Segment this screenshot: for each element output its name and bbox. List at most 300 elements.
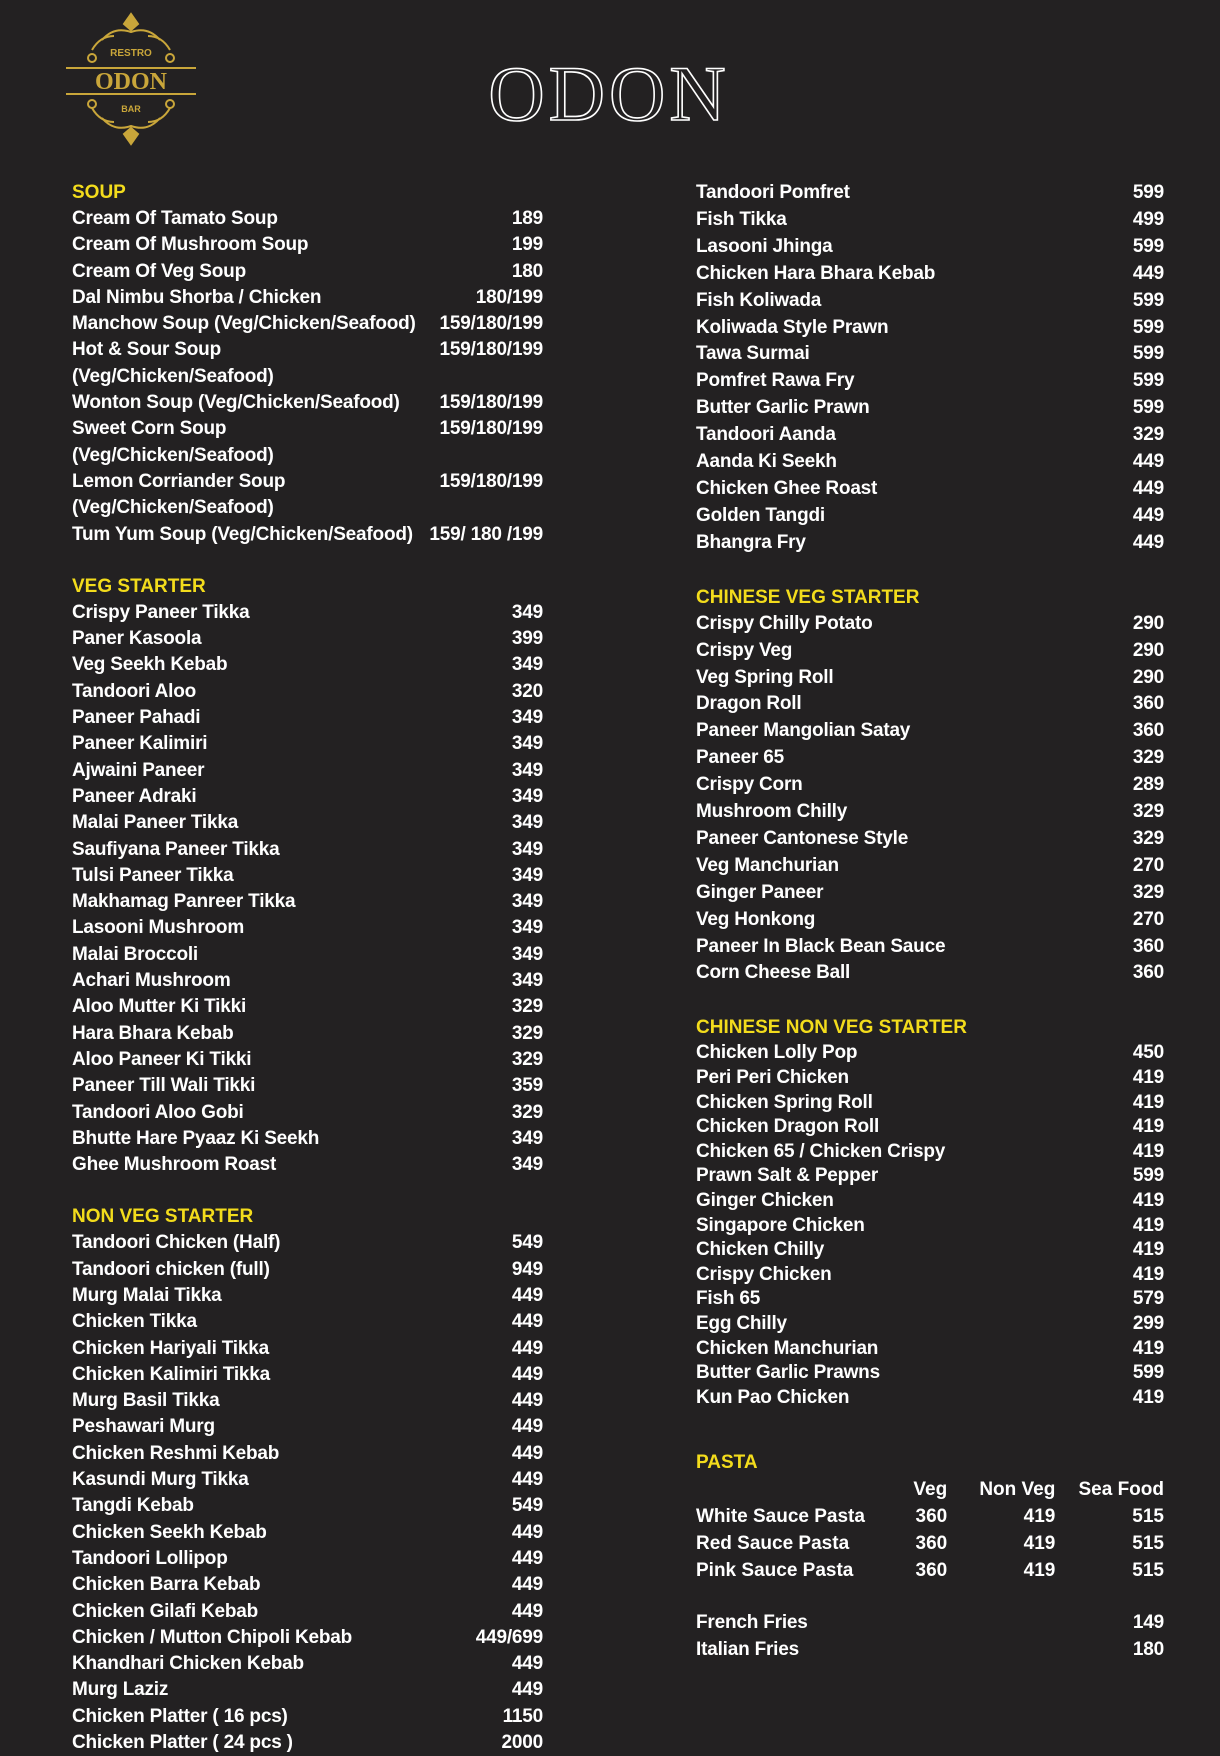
menu-item-name: Paneer Pahadi (72, 707, 201, 729)
menu-item-price: 329 (511, 1048, 543, 1070)
menu-item-name: Paneer 65 (696, 747, 784, 769)
menu-item (696, 1287, 1164, 1312)
menu-item-name: Tandoori Aloo (72, 680, 197, 702)
non-veg-starter-section (72, 1204, 543, 1756)
menu-item (696, 1214, 1164, 1239)
menu-item-price: 419 (1132, 1066, 1164, 1088)
chinese-veg-starter-section (696, 585, 1164, 988)
menu-item (696, 1164, 1164, 1189)
badge-name: ODON (95, 69, 167, 95)
menu-item-name: Tandoori Pomfret (696, 182, 850, 203)
menu-item-price: 449/699 (475, 1626, 543, 1648)
menu-item-price: 180 (511, 260, 543, 282)
menu-item-name: Chicken Spring Roll (696, 1091, 873, 1113)
menu-item-name: Sweet Corn Soup (Veg/Chicken/Seafood) (72, 418, 274, 466)
menu-item-price: 599 (1132, 343, 1164, 365)
menu-item-name: Hara Bhara Kebab (72, 1022, 234, 1044)
menu-item (72, 1152, 543, 1178)
menu-item (72, 1362, 543, 1388)
pasta-price-non-veg: 419 (1023, 1560, 1056, 1582)
menu-item-name: Khandhari Chicken Kebab (72, 1653, 304, 1675)
menu-item-name: Dragon Roll (696, 693, 802, 715)
menu-item-name: Lasooni Mushroom (72, 917, 245, 939)
menu-item-price: 349 (511, 864, 543, 886)
menu-item-name: Murg Laziz (72, 1679, 169, 1701)
menu-item (72, 758, 543, 784)
menu-item-name: Veg Manchurian (696, 854, 839, 876)
veg-starter-section (72, 574, 543, 1179)
menu-item (696, 718, 1164, 745)
menu-item-name: Italian Fries (696, 1639, 799, 1661)
menu-item-price: 159/180/199 (439, 339, 543, 361)
menu-item (72, 731, 543, 757)
chinese-non-veg-starter-list (696, 1041, 1164, 1410)
menu-item-price: 449 (511, 1574, 543, 1596)
menu-item-name: Crispy Corn (696, 774, 803, 796)
menu-item-name: Crispy Veg (696, 639, 793, 661)
menu-item (696, 395, 1164, 422)
menu-item (696, 1263, 1164, 1288)
pasta-price-non-veg: 419 (1023, 1506, 1056, 1528)
menu-item-name: Kasundi Murg Tikka (72, 1469, 249, 1491)
menu-item-price: 290 (1132, 612, 1164, 634)
section-title-veg-starter: VEG STARTER (72, 575, 206, 597)
menu-item-price: 599 (1132, 1165, 1164, 1187)
menu-item-price: 159/180/199 (439, 313, 543, 335)
pasta-price-veg: 360 (915, 1506, 948, 1528)
menu-item (696, 1238, 1164, 1263)
menu-item (696, 530, 1164, 557)
menu-item-name: Tum Yum Soup (Veg/Chicken/Seafood) (72, 523, 413, 545)
menu-item (72, 1126, 543, 1152)
menu-item-price: 449 (1132, 451, 1164, 473)
menu-item-name: Tandoori Aloo Gobi (72, 1101, 244, 1123)
menu-item (696, 341, 1164, 368)
menu-item (696, 180, 1164, 207)
pasta-header-row (696, 1476, 1164, 1503)
menu-item (696, 1115, 1164, 1140)
menu-item-name: Chicken Dragon Roll (696, 1116, 880, 1138)
menu-item-name: Crispy Chicken (696, 1263, 832, 1285)
menu-item-name: Tandoori Lollipop (72, 1547, 228, 1569)
menu-item-price: 329 (1132, 747, 1164, 769)
non-veg-starter-continued-section (696, 180, 1164, 557)
soup-list (72, 206, 543, 548)
menu-item-name: Chicken Gilafi Kebab (72, 1600, 259, 1622)
menu-item (72, 1572, 543, 1598)
menu-item-name: Cream Of Mushroom Soup (72, 234, 309, 256)
menu-item-name: Peri Peri Chicken (696, 1066, 849, 1088)
menu-item-name: Fish 65 (696, 1288, 761, 1310)
menu-item-name: Peshawari Murg (72, 1416, 215, 1438)
menu-item (72, 416, 543, 469)
fries-list (696, 1610, 1164, 1664)
menu-item-price: 320 (511, 680, 543, 702)
menu-item (696, 880, 1164, 907)
menu-right-column (696, 180, 1164, 1664)
non-veg-starter-continued-list (696, 180, 1164, 557)
menu-item-price: 359 (511, 1075, 543, 1097)
section-title-chinese-veg-starter: CHINESE VEG STARTER (696, 586, 920, 608)
menu-item-name: Veg Spring Roll (696, 666, 834, 688)
menu-item-price: 329 (1132, 801, 1164, 823)
pasta-col-sea-food: Sea Food (1078, 1479, 1164, 1501)
menu-item-price: 419 (1132, 1239, 1164, 1261)
menu-item-name: Chicken Hariyali Tikka (72, 1337, 269, 1359)
menu-item (696, 960, 1164, 987)
menu-item-price: 419 (1132, 1116, 1164, 1138)
menu-item (696, 934, 1164, 961)
menu-item-name: Saufiyana Paneer Tikka (72, 838, 280, 860)
menu-item (696, 315, 1164, 342)
menu-item (696, 1091, 1164, 1116)
menu-item (696, 1361, 1164, 1386)
menu-item-name: Chicken Ghee Roast (696, 477, 878, 499)
menu-item (72, 1546, 543, 1572)
menu-item-name: Ghee Mushroom Roast (72, 1154, 277, 1176)
menu-item-name: Tandoori Aanda (696, 424, 836, 446)
menu-item-name: Chicken Reshmi Kebab (72, 1442, 280, 1464)
menu-item (72, 1388, 543, 1414)
menu-item-price: 449 (511, 1653, 543, 1675)
menu-item-price: 159/180/199 (439, 470, 543, 492)
menu-item-price: 329 (1132, 881, 1164, 903)
menu-item-price: 329 (1132, 424, 1164, 446)
pasta-row (696, 1503, 1164, 1530)
chinese-veg-starter-list (696, 611, 1164, 988)
menu-item-price: 449 (1132, 477, 1164, 499)
menu-item-name: Malai Broccoli (72, 943, 199, 965)
menu-item (72, 863, 543, 889)
menu-item-price: 449 (511, 1679, 543, 1701)
menu-item-name: Chicken Hara Bhara Kebab (696, 262, 936, 284)
menu-left-column (72, 180, 543, 1756)
menu-item-price: 419 (1132, 1140, 1164, 1162)
menu-item-price: 449 (511, 1442, 543, 1464)
menu-item (72, 1677, 543, 1703)
menu-item-name: Cream Of Veg Soup (72, 260, 246, 282)
menu-item-name: Aloo Paneer Ki Tikki (72, 1048, 252, 1070)
menu-item-price: 290 (1132, 639, 1164, 661)
menu-item-name: Fish Koliwada (696, 289, 822, 311)
menu-item-price: 449 (511, 1390, 543, 1412)
menu-item-price: 449 (511, 1311, 543, 1333)
menu-item (72, 522, 543, 548)
section-title-soup: SOUP (72, 182, 126, 203)
menu-item-name: Golden Tangdi (696, 504, 825, 526)
menu-item-name: Crispy Chilly Potato (696, 612, 873, 634)
menu-item (72, 1336, 543, 1362)
odon-wordmark-logo (478, 58, 740, 126)
menu-item-price: 599 (1132, 182, 1164, 203)
menu-item-price: 329 (1132, 827, 1164, 849)
menu-item-name: Dal Nimbu Shorba / Chicken (72, 286, 322, 308)
menu-item-price: 549 (511, 1232, 543, 1254)
menu-item (72, 232, 543, 258)
menu-item (696, 234, 1164, 261)
menu-item (696, 368, 1164, 395)
menu-item-name: Chicken Lolly Pop (696, 1042, 858, 1064)
menu-item (696, 611, 1164, 638)
menu-item-price: 349 (511, 785, 543, 807)
menu-item (72, 469, 543, 522)
menu-item-name: Tulsi Paneer Tikka (72, 864, 234, 886)
menu-item (72, 1520, 543, 1546)
menu-item-price: 349 (511, 733, 543, 755)
menu-item-price: 1150 (502, 1705, 543, 1727)
menu-item (72, 679, 543, 705)
menu-item-name: Singapore Chicken (696, 1214, 865, 1236)
menu-item-name: Malai Paneer Tikka (72, 812, 239, 834)
pasta-row (696, 1557, 1164, 1584)
menu-item-name: Manchow Soup (Veg/Chicken/Seafood) (72, 313, 416, 335)
section-title-pasta: PASTA (696, 1452, 758, 1474)
restaurant-badge-logo (62, 10, 200, 148)
menu-item-price: 159/180/199 (439, 418, 543, 440)
menu-item-name: Lasooni Jhinga (696, 235, 833, 257)
pasta-col-non-veg: Non Veg (979, 1479, 1056, 1501)
badge-top-text: RESTRO (110, 48, 152, 59)
menu-item-price: 599 (1132, 289, 1164, 311)
menu-item-price: 599 (1132, 235, 1164, 257)
menu-item-name: Chicken Kalimiri Tikka (72, 1363, 271, 1385)
menu-item-price: 399 (511, 628, 543, 650)
menu-item-price: 599 (1132, 1362, 1164, 1384)
menu-item (696, 799, 1164, 826)
menu-item (72, 1047, 543, 1073)
menu-item-name: Veg Seekh Kebab (72, 654, 228, 676)
menu-item (696, 503, 1164, 530)
menu-item-price: 579 (1132, 1288, 1164, 1310)
menu-item-name: Ginger Paneer (696, 881, 824, 903)
menu-item-price: 449 (511, 1416, 543, 1438)
menu-item-price: 419 (1132, 1214, 1164, 1236)
menu-item-price: 159/ 180 /199 (429, 523, 543, 545)
menu-item-name: Tangdi Kebab (72, 1495, 194, 1517)
menu-item-price: 449 (511, 1337, 543, 1359)
menu-item (72, 942, 543, 968)
menu-item (72, 968, 543, 994)
menu-item-name: Makhamag Panreer Tikka (72, 891, 296, 913)
section-title-chinese-non-veg-starter: CHINESE NON VEG STARTER (696, 1017, 967, 1039)
soup-section (72, 180, 543, 548)
menu-item (696, 1189, 1164, 1214)
menu-item-price: 449 (511, 1600, 543, 1622)
menu-item-name: Pomfret Rawa Fry (696, 370, 855, 392)
menu-item (696, 1386, 1164, 1411)
menu-item-price: 189 (511, 208, 543, 229)
menu-item-name: Tandoori Chicken (Half) (72, 1232, 281, 1254)
menu-item (72, 1414, 543, 1440)
menu-item-price: 349 (511, 1127, 543, 1149)
menu-item-price: 549 (511, 1495, 543, 1517)
menu-item-name: Paneer Cantonese Style (696, 827, 909, 849)
menu-item-price: 599 (1132, 397, 1164, 419)
veg-starter-list (72, 600, 543, 1179)
menu-item (72, 626, 543, 652)
menu-item-price: 419 (1132, 1189, 1164, 1211)
menu-item-name: Cream Of Tamato Soup (72, 208, 278, 229)
menu-item (72, 1230, 543, 1256)
menu-item-price: 360 (1132, 935, 1164, 957)
menu-item-price: 329 (511, 1022, 543, 1044)
menu-item-price: 270 (1132, 854, 1164, 876)
menu-item-price: 180/199 (475, 286, 543, 308)
menu-item-name: Paneer Till Wali Tikki (72, 1075, 256, 1097)
menu-item (696, 288, 1164, 315)
menu-item (72, 837, 543, 863)
menu-item (696, 638, 1164, 665)
menu-item-price: 949 (511, 1258, 543, 1280)
menu-item-price: 599 (1132, 316, 1164, 338)
menu-item-name: Wonton Soup (Veg/Chicken/Seafood) (72, 392, 400, 414)
menu-item (72, 390, 543, 416)
menu-item (696, 1312, 1164, 1337)
menu-item (72, 652, 543, 678)
menu-item-name: Murg Basil Tikka (72, 1390, 220, 1412)
menu-item (696, 1066, 1164, 1091)
pasta-table (696, 1476, 1164, 1584)
pasta-section (696, 1450, 1164, 1584)
menu-item-name: Ginger Chicken (696, 1189, 834, 1211)
menu-item-name: Bhutte Hare Pyaaz Ki Seekh (72, 1127, 320, 1149)
pasta-price-veg: 360 (915, 1560, 948, 1582)
menu-item-price: 450 (1132, 1042, 1164, 1064)
menu-item (696, 449, 1164, 476)
menu-item (72, 1704, 543, 1730)
menu-item-price: 419 (1132, 1386, 1164, 1408)
menu-item-name: Egg Chilly (696, 1312, 787, 1334)
menu-item-price: 419 (1132, 1091, 1164, 1113)
menu-item (72, 1441, 543, 1467)
pasta-col-veg: Veg (913, 1479, 948, 1501)
menu-item (72, 600, 543, 626)
menu-item-name: Bhangra Fry (696, 531, 806, 553)
menu-item-name: French Fries (696, 1612, 808, 1634)
section-title-non-veg-starter: NON VEG STARTER (72, 1206, 254, 1228)
menu-item (72, 1073, 543, 1099)
menu-item-name: Crispy Paneer Tikka (72, 601, 250, 623)
menu-item (72, 994, 543, 1020)
menu-item-price: 360 (1132, 962, 1164, 984)
menu-item-price: 149 (1132, 1612, 1164, 1634)
menu-item-name: Chicken / Mutton Chipoli Kebab (72, 1626, 353, 1648)
menu-item-name: Mushroom Chilly (696, 801, 848, 823)
menu-item (696, 261, 1164, 288)
menu-item-price: 349 (511, 917, 543, 939)
menu-item (72, 259, 543, 285)
menu-item (696, 1140, 1164, 1165)
pasta-name: Red Sauce Pasta (696, 1533, 850, 1555)
menu-item-name: Tandoori chicken (full) (72, 1258, 270, 1280)
menu-item-name: Butter Garlic Prawns (696, 1362, 880, 1384)
menu-item-name: Hot & Sour Soup (Veg/Chicken/Seafood) (72, 339, 274, 387)
menu-item-name: Chicken Platter ( 24 pcs ) (72, 1732, 293, 1754)
menu-item-name: Murg Malai Tikka (72, 1284, 222, 1306)
menu-item (72, 1599, 543, 1625)
menu-item-price: 289 (1132, 774, 1164, 796)
menu-item-name: Chicken Barra Kebab (72, 1574, 261, 1596)
menu-item-price: 329 (511, 996, 543, 1018)
menu-item (696, 422, 1164, 449)
menu-item (72, 810, 543, 836)
menu-item-name: Achari Mushroom (72, 970, 231, 992)
menu-item-name: Chicken Manchurian (696, 1337, 879, 1359)
menu-item (72, 1493, 543, 1519)
menu-item-price: 449 (1132, 531, 1164, 553)
menu-item (72, 1309, 543, 1335)
menu-item-price: 349 (511, 943, 543, 965)
pasta-price-sea-food: 515 (1132, 1533, 1164, 1555)
menu-item (696, 665, 1164, 692)
wordmark-text: ODON (488, 58, 730, 126)
menu-item-price: 349 (511, 812, 543, 834)
menu-item-price: 419 (1132, 1337, 1164, 1359)
menu-item-name: Koliwada Style Prawn (696, 316, 889, 338)
menu-item-price: 349 (511, 891, 543, 913)
menu-item (696, 907, 1164, 934)
menu-item-name: Paneer Mangolian Satay (696, 720, 911, 742)
menu-item (696, 1337, 1164, 1362)
menu-item-name: Chicken Tikka (72, 1311, 197, 1333)
menu-item-price: 449 (511, 1521, 543, 1543)
menu-item-price: 199 (511, 234, 543, 256)
menu-item-price: 290 (1132, 666, 1164, 688)
pasta-price-non-veg: 419 (1023, 1533, 1056, 1555)
menu-item-name: Paneer Adraki (72, 785, 197, 807)
menu-item (696, 1041, 1164, 1066)
menu-item (696, 745, 1164, 772)
menu-item-price: 349 (511, 759, 543, 781)
menu-item (696, 691, 1164, 718)
menu-item-price: 349 (511, 1154, 543, 1176)
chinese-non-veg-starter-section (696, 1015, 1164, 1410)
menu-item-price: 449 (511, 1547, 543, 1569)
menu-item (696, 853, 1164, 880)
menu-item-price: 449 (511, 1469, 543, 1491)
menu-item-price: 299 (1132, 1312, 1164, 1334)
menu-item-name: Chicken 65 / Chicken Crispy (696, 1140, 946, 1162)
menu-item-name: Fish Tikka (696, 208, 787, 230)
menu-item (72, 1257, 543, 1283)
menu-item (72, 784, 543, 810)
menu-item (72, 889, 543, 915)
pasta-row (696, 1530, 1164, 1557)
menu-item (72, 1283, 543, 1309)
menu-item-name: Veg Honkong (696, 908, 816, 930)
menu-item (696, 1637, 1164, 1664)
menu-item (72, 1100, 543, 1126)
menu-item (696, 1610, 1164, 1637)
menu-item-name: Corn Cheese Ball (696, 962, 851, 984)
menu-item-price: 349 (511, 707, 543, 729)
menu-item (696, 826, 1164, 853)
non-veg-starter-list (72, 1230, 543, 1756)
menu-item-price: 360 (1132, 693, 1164, 715)
menu-item (696, 207, 1164, 234)
menu-item-name: Prawn Salt & Pepper (696, 1165, 879, 1187)
pasta-price-sea-food: 515 (1132, 1560, 1164, 1582)
menu-item-name: Chicken Seekh Kebab (72, 1521, 267, 1543)
pasta-price-sea-food: 515 (1132, 1506, 1164, 1528)
badge-bottom-text: BAR (121, 104, 141, 114)
menu-item-name: Aloo Mutter Ki Tikki (72, 996, 247, 1018)
menu-item (72, 705, 543, 731)
menu-item-name: Lemon Corriander Soup (Veg/Chicken/Seafood) (72, 470, 286, 519)
menu-item (72, 337, 543, 390)
menu-item-price: 449 (1132, 504, 1164, 526)
menu-item-name: Chicken Chilly (696, 1239, 825, 1261)
